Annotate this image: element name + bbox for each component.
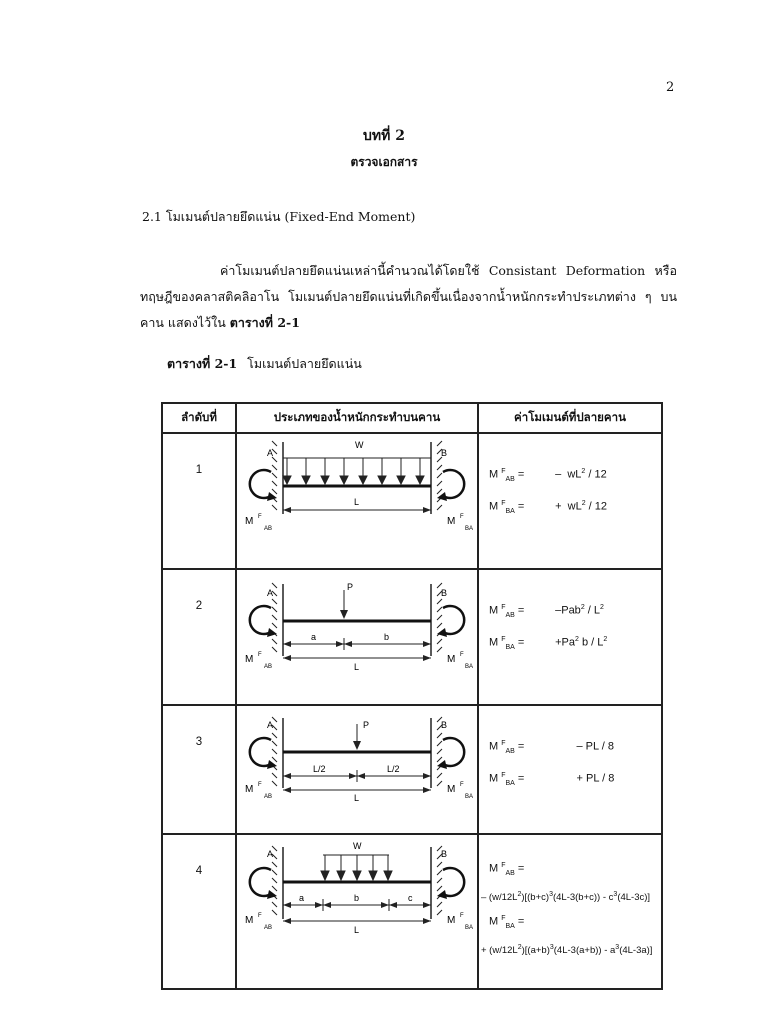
svg-text:L: L [354,662,360,672]
svg-text:M: M [447,915,456,926]
chapter-title: บทที่ 2 [363,128,405,144]
formula-mba: M $^F_{BA}$ = + $wL^2 / 12$ [489,499,608,515]
svg-text:M: M [245,784,254,795]
svg-text:b: b [354,893,360,903]
table-caption [167,354,362,374]
table-row [162,834,662,989]
beam-diagram-point-load [236,569,478,705]
end-moment-formulas [478,834,662,989]
formula-mab: M $^F_{AB}$ = [489,862,525,877]
svg-text:a: a [311,632,317,642]
point-load-diagram [237,570,477,674]
beam-diagram-center-load [236,705,478,834]
table-reference: ตารางที่ 2-1 [229,315,300,330]
svg-text:M: M [245,654,254,665]
svg-text:F: F [460,652,464,658]
label-w: W [355,440,364,450]
svg-text:AB: AB [264,794,273,800]
svg-text:c: c [408,893,413,903]
body-paragraph [140,258,677,336]
beam-diagram-uniform-load [236,433,478,569]
svg-text:M: M [245,915,254,926]
svg-text:M: M [447,654,456,665]
paragraph-text: ค่าโมเมนต์ปลายยึดแน่นเหล่านี้คำนวณได้โดยใช้ Consistant Deformation หรือทฤษฎีของคลาสติคลิอาโน โมเมนต์ปลายยึดแน่นที่เกิดขึ้นเนื่องจากน้ำหนักกระทำประเภทต่าง ๆ บนคาน แสดงไว้ใน [140,263,677,330]
section-heading: 2.1 โมเมนต์ปลายยึดแน่น (Fixed-End Moment) [142,209,416,224]
row-number: 1 [162,433,236,569]
svg-text:M: M [447,784,456,795]
svg-text:AB: AB [264,664,273,670]
header-end-moment: ค่าโมเมนต์ที่ปลายคาน [478,403,662,433]
partial-uniform-load-diagram [237,835,477,958]
formula-mab: M $^F_{AB}$ = – PL / 8 [489,740,615,755]
svg-text:BA: BA [465,526,474,532]
svg-text:F: F [258,652,262,658]
svg-text:BA: BA [465,794,474,800]
end-moment-formulas [478,705,662,834]
svg-text:B: B [441,588,448,598]
table-caption-text: โมเมนต์ปลายยึดแน่น [247,356,362,371]
center-load-diagram [237,706,477,803]
formula-mba: M $^F_{BA}$ = [489,915,525,930]
svg-text:F: F [460,782,464,788]
svg-text:F: F [258,913,262,919]
table-caption-label: ตารางที่ 2-1 [167,356,238,371]
svg-text:AB: AB [264,925,273,931]
table-row [162,433,662,569]
svg-text:B: B [441,448,448,458]
table-row [162,705,662,834]
header-load-type: ประเภทของน้ำหนักกระทำบนคาน [236,403,478,433]
formula-mba: M $^F_{BA}$ = + PL / 8 [489,771,615,787]
svg-text:L: L [354,497,360,507]
svg-text:A: A [267,720,274,730]
svg-text:M: M [245,516,254,527]
formula-mba-expression: + $(w/12L^2)[(a+b)^3(4L-3(a+b)) - a^3(4L-3a)]$ [481,943,653,956]
svg-text:BA: BA [465,664,474,670]
svg-text:P: P [347,582,354,592]
formula-mab-expression: – $(w/12L^2)[(b+c)^3(4L-3(b+c)) - c^3(4L-3c)]$ [481,890,651,903]
formula-mab: M $^F_{AB}$ = – $wL^2 / 12$ [489,468,607,483]
svg-text:B: B [441,720,448,730]
svg-text:L: L [354,925,360,935]
svg-text:b: b [384,632,390,642]
svg-text:BA: BA [465,925,474,931]
svg-text:F: F [258,782,262,788]
row-number: 3 [162,705,236,834]
svg-text:L/2: L/2 [387,764,400,774]
formula-mba: M $^F_{BA} = +Pa^2$ b / $L^2$ [489,635,608,651]
svg-text:AB: AB [264,526,273,532]
svg-text:W: W [353,841,362,851]
svg-text:A: A [267,448,274,458]
svg-text:A: A [267,849,274,859]
svg-text:a: a [299,893,305,903]
header-order: ลำดับที่ [162,403,236,433]
svg-text:P: P [363,720,370,730]
svg-text:L/2: L/2 [313,764,326,774]
svg-text:M: M [447,516,456,527]
formula-mab: M $^F_{AB} = -Pab^2 / L^2$ [489,604,604,619]
beam-diagram-partial-uniform-load [236,834,478,989]
svg-text:A: A [267,588,274,598]
table-row [162,569,662,705]
fixed-end-moment-table [161,402,663,990]
svg-text:F: F [258,514,262,520]
end-moment-formulas [478,433,662,569]
row-number: 2 [162,569,236,705]
svg-text:L: L [354,793,360,803]
chapter-subtitle: ตรวจเอกสาร [350,155,418,169]
svg-text:F: F [460,514,464,520]
svg-text:B: B [441,849,448,859]
uniform-load-diagram [237,434,477,538]
row-number: 4 [162,834,236,989]
table-header-row [162,403,662,433]
page-number: 2 [666,80,675,95]
svg-text:F: F [460,913,464,919]
end-moment-formulas [478,569,662,705]
